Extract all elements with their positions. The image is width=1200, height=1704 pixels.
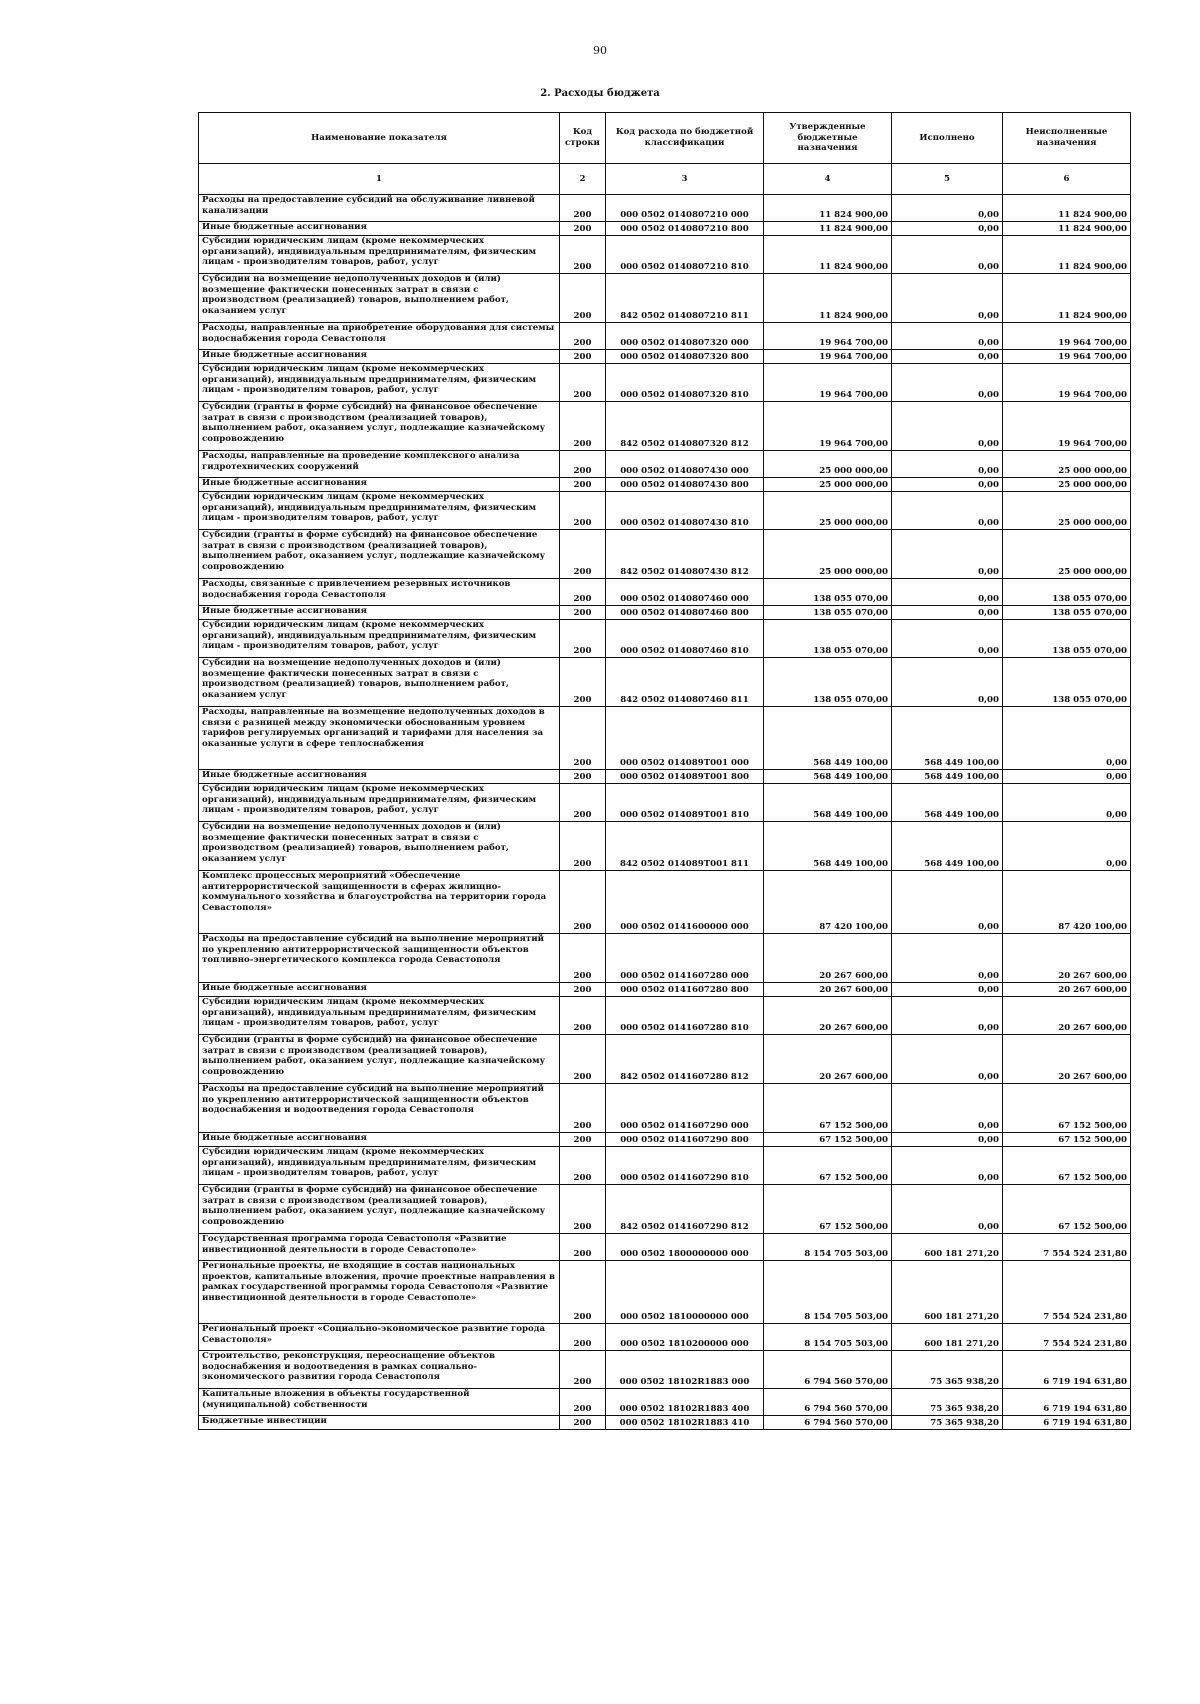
table-row xyxy=(199,222,1131,236)
table-row xyxy=(199,997,1131,1035)
row-unexecuted: 11 824 900,00 xyxy=(1003,195,1131,222)
table-row xyxy=(199,606,1131,620)
row-approved: 6 794 560 570,00 xyxy=(764,1351,892,1389)
row-kbk-code: 000 0502 1800000000 000 xyxy=(606,1234,764,1261)
table-row xyxy=(199,1133,1131,1147)
row-approved: 25 000 000,00 xyxy=(764,492,892,530)
row-line-code: 200 xyxy=(560,364,606,402)
col-header-line-code: Код строки xyxy=(560,113,606,164)
row-line-code: 200 xyxy=(560,1261,606,1324)
row-approved: 568 449 100,00 xyxy=(764,822,892,871)
row-name: Бюджетные инвестиции xyxy=(199,1416,560,1430)
table-row xyxy=(199,236,1131,274)
row-line-code: 200 xyxy=(560,1416,606,1430)
row-executed: 0,00 xyxy=(892,606,1003,620)
row-unexecuted: 67 152 500,00 xyxy=(1003,1133,1131,1147)
row-unexecuted: 25 000 000,00 xyxy=(1003,451,1131,478)
row-kbk-code: 000 0502 0141607290 800 xyxy=(606,1133,764,1147)
row-name: Субсидии юридическим лицам (кроме некоммерческих организаций), индивидуальным предпринимателям, физическим лицам - производителям товаров, работ, услуг xyxy=(199,620,560,658)
row-executed: 600 181 271,20 xyxy=(892,1324,1003,1351)
row-name: Расходы, направленные на приобретение оборудования для системы водоснабжения города Севастополя xyxy=(199,323,560,350)
row-unexecuted: 0,00 xyxy=(1003,707,1131,770)
row-name: Иные бюджетные ассигнования xyxy=(199,478,560,492)
row-executed: 568 449 100,00 xyxy=(892,770,1003,784)
row-executed: 0,00 xyxy=(892,323,1003,350)
row-line-code: 200 xyxy=(560,1234,606,1261)
row-approved: 20 267 600,00 xyxy=(764,983,892,997)
row-kbk-code: 842 0502 0141607290 812 xyxy=(606,1185,764,1234)
row-approved: 67 152 500,00 xyxy=(764,1133,892,1147)
row-executed: 0,00 xyxy=(892,364,1003,402)
table-row xyxy=(199,1234,1131,1261)
row-approved: 138 055 070,00 xyxy=(764,606,892,620)
row-approved: 11 824 900,00 xyxy=(764,222,892,236)
col-header-approved: Утвержденные бюджетные назначения xyxy=(764,113,892,164)
table-body xyxy=(199,195,1131,1430)
row-line-code: 200 xyxy=(560,934,606,983)
row-approved: 568 449 100,00 xyxy=(764,784,892,822)
row-kbk-code: 000 0502 0141607290 000 xyxy=(606,1084,764,1133)
row-name: Субсидии на возмещение недополученных доходов и (или) возмещение фактически понесенных затрат в связи с производством (реализацией) товаров, выполнением работ, оказанием услуг xyxy=(199,822,560,871)
row-unexecuted: 87 420 100,00 xyxy=(1003,871,1131,934)
row-unexecuted: 25 000 000,00 xyxy=(1003,492,1131,530)
row-kbk-code: 842 0502 0141607280 812 xyxy=(606,1035,764,1084)
row-executed: 75 365 938,20 xyxy=(892,1351,1003,1389)
row-kbk-code: 000 0502 0140807460 000 xyxy=(606,579,764,606)
row-executed: 0,00 xyxy=(892,620,1003,658)
row-approved: 11 824 900,00 xyxy=(764,274,892,323)
row-unexecuted: 67 152 500,00 xyxy=(1003,1185,1131,1234)
row-kbk-code: 000 0502 0140807210 810 xyxy=(606,236,764,274)
row-line-code: 200 xyxy=(560,784,606,822)
row-line-code: 200 xyxy=(560,530,606,579)
row-name: Субсидии юридическим лицам (кроме некоммерческих организаций), индивидуальным предпринимателям, физическим лицам - производителям товаров, работ, услуг xyxy=(199,997,560,1035)
table-row xyxy=(199,350,1131,364)
col-number: 1 xyxy=(199,164,560,195)
table-row xyxy=(199,1351,1131,1389)
row-approved: 20 267 600,00 xyxy=(764,934,892,983)
row-name: Субсидии на возмещение недополученных доходов и (или) возмещение фактически понесенных затрат в связи с производством (реализацией) товаров, выполнением работ, оказанием услуг xyxy=(199,274,560,323)
row-line-code: 200 xyxy=(560,1035,606,1084)
row-executed: 0,00 xyxy=(892,492,1003,530)
table-row xyxy=(199,983,1131,997)
row-kbk-code: 000 0502 0141607280 800 xyxy=(606,983,764,997)
row-line-code: 200 xyxy=(560,492,606,530)
row-kbk-code: 842 0502 0140807320 812 xyxy=(606,402,764,451)
row-name: Субсидии юридическим лицам (кроме некоммерческих организаций), индивидуальным предпринимателям, физическим лицам - производителям товаров, работ, услуг xyxy=(199,492,560,530)
table-row xyxy=(199,530,1131,579)
document-title: 2. Расходы бюджета xyxy=(540,88,660,99)
row-name: Субсидии (гранты в форме субсидий) на финансовое обеспечение затрат в связи с производством (реализацией товаров), выполнением работ, оказанием услуг, подлежащие казначейскому сопровождению xyxy=(199,402,560,451)
table-row xyxy=(199,784,1131,822)
row-executed: 0,00 xyxy=(892,195,1003,222)
row-executed: 75 365 938,20 xyxy=(892,1389,1003,1416)
row-name: Региональный проект «Социально-экономическое развитие города Севастополя» xyxy=(199,1324,560,1351)
table-row xyxy=(199,451,1131,478)
row-kbk-code: 000 0502 014089T001 810 xyxy=(606,784,764,822)
row-kbk-code: 000 0502 0140807210 800 xyxy=(606,222,764,236)
row-executed: 0,00 xyxy=(892,983,1003,997)
row-unexecuted: 138 055 070,00 xyxy=(1003,579,1131,606)
row-unexecuted: 25 000 000,00 xyxy=(1003,478,1131,492)
row-executed: 0,00 xyxy=(892,579,1003,606)
row-executed: 0,00 xyxy=(892,236,1003,274)
row-approved: 138 055 070,00 xyxy=(764,658,892,707)
row-executed: 600 181 271,20 xyxy=(892,1234,1003,1261)
row-kbk-code: 000 0502 014089T001 800 xyxy=(606,770,764,784)
row-unexecuted: 19 964 700,00 xyxy=(1003,350,1131,364)
row-name: Субсидии на возмещение недополученных доходов и (или) возмещение фактически понесенных затрат в связи с производством (реализацией) товаров, выполнением работ, оказанием услуг xyxy=(199,658,560,707)
row-approved: 19 964 700,00 xyxy=(764,364,892,402)
row-executed: 0,00 xyxy=(892,274,1003,323)
row-name: Субсидии юридическим лицам (кроме некоммерческих организаций), индивидуальным предпринимателям, физическим лицам - производителям товаров, работ, услуг xyxy=(199,364,560,402)
row-kbk-code: 000 0502 0141607280 810 xyxy=(606,997,764,1035)
row-approved: 8 154 705 503,00 xyxy=(764,1324,892,1351)
row-unexecuted: 138 055 070,00 xyxy=(1003,606,1131,620)
row-kbk-code: 842 0502 014089T001 811 xyxy=(606,822,764,871)
row-line-code: 200 xyxy=(560,350,606,364)
table-row xyxy=(199,707,1131,770)
row-unexecuted: 20 267 600,00 xyxy=(1003,997,1131,1035)
table-row xyxy=(199,822,1131,871)
row-executed: 0,00 xyxy=(892,1185,1003,1234)
row-line-code: 200 xyxy=(560,1324,606,1351)
row-executed: 0,00 xyxy=(892,530,1003,579)
row-approved: 6 794 560 570,00 xyxy=(764,1389,892,1416)
row-unexecuted: 7 554 524 231,80 xyxy=(1003,1324,1131,1351)
row-line-code: 200 xyxy=(560,620,606,658)
row-line-code: 200 xyxy=(560,478,606,492)
row-name: Иные бюджетные ассигнования xyxy=(199,770,560,784)
row-unexecuted: 19 964 700,00 xyxy=(1003,402,1131,451)
row-executed: 0,00 xyxy=(892,1084,1003,1133)
row-name: Субсидии юридическим лицам (кроме некоммерческих организаций), индивидуальным предпринимателям, физическим лицам - производителям товаров, работ, услуг xyxy=(199,1147,560,1185)
row-kbk-code: 000 0502 0140807430 810 xyxy=(606,492,764,530)
row-approved: 67 152 500,00 xyxy=(764,1084,892,1133)
row-executed: 0,00 xyxy=(892,451,1003,478)
row-name: Государственная программа города Севастополя «Развитие инвестиционной деятельности в городе Севастополе» xyxy=(199,1234,560,1261)
row-line-code: 200 xyxy=(560,323,606,350)
row-executed: 0,00 xyxy=(892,658,1003,707)
row-line-code: 200 xyxy=(560,1133,606,1147)
row-approved: 6 794 560 570,00 xyxy=(764,1416,892,1430)
row-executed: 0,00 xyxy=(892,1035,1003,1084)
row-approved: 568 449 100,00 xyxy=(764,770,892,784)
table-header xyxy=(199,113,1131,195)
page-number: 90 xyxy=(593,44,607,57)
table-row xyxy=(199,195,1131,222)
row-approved: 67 152 500,00 xyxy=(764,1147,892,1185)
col-header-unexecuted: Неисполненные назначения xyxy=(1003,113,1131,164)
row-kbk-code: 000 0502 0140807320 810 xyxy=(606,364,764,402)
table-row xyxy=(199,770,1131,784)
row-approved: 568 449 100,00 xyxy=(764,707,892,770)
row-name: Капитальные вложения в объекты государственной (муниципальной) собственности xyxy=(199,1389,560,1416)
column-number-row xyxy=(199,164,1131,195)
row-unexecuted: 138 055 070,00 xyxy=(1003,620,1131,658)
row-kbk-code: 000 0502 0141600000 000 xyxy=(606,871,764,934)
row-executed: 0,00 xyxy=(892,934,1003,983)
row-unexecuted: 0,00 xyxy=(1003,770,1131,784)
row-approved: 138 055 070,00 xyxy=(764,579,892,606)
table-row xyxy=(199,658,1131,707)
row-executed: 0,00 xyxy=(892,350,1003,364)
row-kbk-code: 000 0502 0140807210 000 xyxy=(606,195,764,222)
row-line-code: 200 xyxy=(560,1147,606,1185)
row-name: Расходы на предоставление субсидий на выполнение мероприятий по укреплению антитеррористической защищенности объектов водоснабжения и водоотведения города Севастополя xyxy=(199,1084,560,1133)
row-line-code: 200 xyxy=(560,274,606,323)
row-unexecuted: 20 267 600,00 xyxy=(1003,983,1131,997)
row-unexecuted: 11 824 900,00 xyxy=(1003,222,1131,236)
row-unexecuted: 67 152 500,00 xyxy=(1003,1147,1131,1185)
row-unexecuted: 7 554 524 231,80 xyxy=(1003,1261,1131,1324)
row-name: Комплекс процессных мероприятий «Обеспечение антитеррористической защищенности в сферах жилищно-коммунального хозяйства и благоустройства на территории города Севастополя» xyxy=(199,871,560,934)
row-line-code: 200 xyxy=(560,871,606,934)
row-approved: 19 964 700,00 xyxy=(764,350,892,364)
table-row xyxy=(199,274,1131,323)
row-executed: 0,00 xyxy=(892,997,1003,1035)
row-line-code: 200 xyxy=(560,707,606,770)
row-name: Иные бюджетные ассигнования xyxy=(199,1133,560,1147)
row-approved: 87 420 100,00 xyxy=(764,871,892,934)
row-approved: 67 152 500,00 xyxy=(764,1185,892,1234)
row-executed: 0,00 xyxy=(892,1133,1003,1147)
row-name: Субсидии юридическим лицам (кроме некоммерческих организаций), индивидуальным предпринимателям, физическим лицам - производителям товаров, работ, услуг xyxy=(199,784,560,822)
col-header-executed: Исполнено xyxy=(892,113,1003,164)
row-line-code: 200 xyxy=(560,451,606,478)
row-name: Строительство, реконструкция, переоснащение объектов водоснабжения и водоотведения в рамках социально-экономического развития города Севастополя xyxy=(199,1351,560,1389)
row-executed: 0,00 xyxy=(892,478,1003,492)
row-unexecuted: 6 719 194 631,80 xyxy=(1003,1351,1131,1389)
expenses-table xyxy=(198,112,1131,1430)
row-kbk-code: 842 0502 0140807210 811 xyxy=(606,274,764,323)
row-executed: 0,00 xyxy=(892,871,1003,934)
row-kbk-code: 000 0502 0140807460 810 xyxy=(606,620,764,658)
row-approved: 11 824 900,00 xyxy=(764,195,892,222)
row-executed: 568 449 100,00 xyxy=(892,784,1003,822)
row-kbk-code: 000 0502 1810200000 000 xyxy=(606,1324,764,1351)
col-number: 2 xyxy=(560,164,606,195)
row-name: Региональные проекты, не входящие в состав национальных проектов, капитальные вложения, прочие проектные направления в рамках государственной программы города Севастополя «Развитие инвестиционной деятельности в городе Севастополе» xyxy=(199,1261,560,1324)
row-name: Субсидии юридическим лицам (кроме некоммерческих организаций), индивидуальным предпринимателям, физическим лицам - производителям товаров, работ, услуг xyxy=(199,236,560,274)
row-line-code: 200 xyxy=(560,658,606,707)
row-kbk-code: 000 0502 0141607280 000 xyxy=(606,934,764,983)
table-row xyxy=(199,402,1131,451)
row-unexecuted: 6 719 194 631,80 xyxy=(1003,1389,1131,1416)
row-approved: 8 154 705 503,00 xyxy=(764,1234,892,1261)
row-approved: 20 267 600,00 xyxy=(764,1035,892,1084)
row-kbk-code: 000 0502 0140807320 000 xyxy=(606,323,764,350)
row-unexecuted: 7 554 524 231,80 xyxy=(1003,1234,1131,1261)
row-name: Иные бюджетные ассигнования xyxy=(199,606,560,620)
row-line-code: 200 xyxy=(560,983,606,997)
row-unexecuted: 0,00 xyxy=(1003,784,1131,822)
table-row xyxy=(199,1084,1131,1133)
row-line-code: 200 xyxy=(560,822,606,871)
table-row xyxy=(199,1324,1131,1351)
row-line-code: 200 xyxy=(560,1084,606,1133)
table-row xyxy=(199,1261,1131,1324)
row-unexecuted: 25 000 000,00 xyxy=(1003,530,1131,579)
row-approved: 25 000 000,00 xyxy=(764,451,892,478)
row-kbk-code: 000 0502 0140807320 800 xyxy=(606,350,764,364)
row-name: Субсидии (гранты в форме субсидий) на финансовое обеспечение затрат в связи с производством (реализацией товаров), выполнением работ, оказанием услуг, подлежащие казначейскому сопровождению xyxy=(199,1035,560,1084)
row-name: Субсидии (гранты в форме субсидий) на финансовое обеспечение затрат в связи с производством (реализацией товаров), выполнением работ, оказанием услуг, подлежащие казначейскому сопровождению xyxy=(199,530,560,579)
row-unexecuted: 6 719 194 631,80 xyxy=(1003,1416,1131,1430)
row-kbk-code: 000 0502 0140807460 800 xyxy=(606,606,764,620)
table-row xyxy=(199,1147,1131,1185)
row-executed: 0,00 xyxy=(892,222,1003,236)
row-unexecuted: 20 267 600,00 xyxy=(1003,1035,1131,1084)
table-row xyxy=(199,492,1131,530)
row-unexecuted: 11 824 900,00 xyxy=(1003,236,1131,274)
row-kbk-code: 842 0502 0140807460 811 xyxy=(606,658,764,707)
row-approved: 25 000 000,00 xyxy=(764,478,892,492)
row-kbk-code: 000 0502 014089T001 000 xyxy=(606,707,764,770)
table-row xyxy=(199,1416,1131,1430)
row-name: Расходы, связанные с привлечением резервных источников водоснабжения города Севастополя xyxy=(199,579,560,606)
row-kbk-code: 000 0502 18102R1883 000 xyxy=(606,1351,764,1389)
row-name: Иные бюджетные ассигнования xyxy=(199,222,560,236)
row-line-code: 200 xyxy=(560,195,606,222)
row-line-code: 200 xyxy=(560,402,606,451)
col-number: 3 xyxy=(606,164,764,195)
row-approved: 20 267 600,00 xyxy=(764,997,892,1035)
table-row xyxy=(199,1185,1131,1234)
table-row xyxy=(199,1389,1131,1416)
row-unexecuted: 0,00 xyxy=(1003,822,1131,871)
row-approved: 8 154 705 503,00 xyxy=(764,1261,892,1324)
row-kbk-code: 000 0502 0141607290 810 xyxy=(606,1147,764,1185)
col-number: 4 xyxy=(764,164,892,195)
row-name: Субсидии (гранты в форме субсидий) на финансовое обеспечение затрат в связи с производством (реализацией товаров), выполнением работ, оказанием услуг, подлежащие казначейскому сопровождению xyxy=(199,1185,560,1234)
row-kbk-code: 000 0502 18102R1883 410 xyxy=(606,1416,764,1430)
col-number: 6 xyxy=(1003,164,1131,195)
col-header-name: Наименование показателя xyxy=(199,113,560,164)
col-header-kbk: Код расхода по бюджетной классификации xyxy=(606,113,764,164)
table-row xyxy=(199,934,1131,983)
row-name: Расходы, направленные на возмещение недополученных доходов в связи с разницей между экономически обоснованным уровнем тарифов регулируемых организаций и тарифами для населения за оказанные услуги в сфере теплоснабжения xyxy=(199,707,560,770)
row-kbk-code: 000 0502 0140807430 800 xyxy=(606,478,764,492)
table-row xyxy=(199,871,1131,934)
row-kbk-code: 000 0502 0140807430 000 xyxy=(606,451,764,478)
row-line-code: 200 xyxy=(560,997,606,1035)
row-unexecuted: 20 267 600,00 xyxy=(1003,934,1131,983)
row-approved: 19 964 700,00 xyxy=(764,402,892,451)
row-name: Иные бюджетные ассигнования xyxy=(199,350,560,364)
row-kbk-code: 000 0502 18102R1883 400 xyxy=(606,1389,764,1416)
row-executed: 568 449 100,00 xyxy=(892,707,1003,770)
row-name: Расходы на предоставление субсидий на выполнение мероприятий по укреплению антитеррористической защищенности объектов топливно-энергетического комплекса города Севастополя xyxy=(199,934,560,983)
table-row xyxy=(199,323,1131,350)
row-unexecuted: 138 055 070,00 xyxy=(1003,658,1131,707)
row-kbk-code: 000 0502 1810000000 000 xyxy=(606,1261,764,1324)
row-line-code: 200 xyxy=(560,579,606,606)
row-line-code: 200 xyxy=(560,222,606,236)
row-unexecuted: 11 824 900,00 xyxy=(1003,274,1131,323)
row-line-code: 200 xyxy=(560,1389,606,1416)
row-unexecuted: 19 964 700,00 xyxy=(1003,323,1131,350)
table-row xyxy=(199,364,1131,402)
table-row xyxy=(199,579,1131,606)
row-line-code: 200 xyxy=(560,606,606,620)
row-unexecuted: 19 964 700,00 xyxy=(1003,364,1131,402)
row-approved: 138 055 070,00 xyxy=(764,620,892,658)
row-kbk-code: 842 0502 0140807430 812 xyxy=(606,530,764,579)
row-executed: 75 365 938,20 xyxy=(892,1416,1003,1430)
row-line-code: 200 xyxy=(560,1185,606,1234)
row-name: Расходы на предоставление субсидий на обслуживание ливневой канализации xyxy=(199,195,560,222)
row-executed: 0,00 xyxy=(892,402,1003,451)
table-row xyxy=(199,620,1131,658)
row-executed: 600 181 271,20 xyxy=(892,1261,1003,1324)
row-line-code: 200 xyxy=(560,770,606,784)
row-line-code: 200 xyxy=(560,1351,606,1389)
row-unexecuted: 67 152 500,00 xyxy=(1003,1084,1131,1133)
row-approved: 25 000 000,00 xyxy=(764,530,892,579)
table-row xyxy=(199,478,1131,492)
row-executed: 568 449 100,00 xyxy=(892,822,1003,871)
row-executed: 0,00 xyxy=(892,1147,1003,1185)
row-approved: 19 964 700,00 xyxy=(764,323,892,350)
row-name: Иные бюджетные ассигнования xyxy=(199,983,560,997)
col-number: 5 xyxy=(892,164,1003,195)
row-name: Расходы, направленные на проведение комплексного анализа гидротехнических сооружений xyxy=(199,451,560,478)
row-approved: 11 824 900,00 xyxy=(764,236,892,274)
table-row xyxy=(199,1035,1131,1084)
row-line-code: 200 xyxy=(560,236,606,274)
